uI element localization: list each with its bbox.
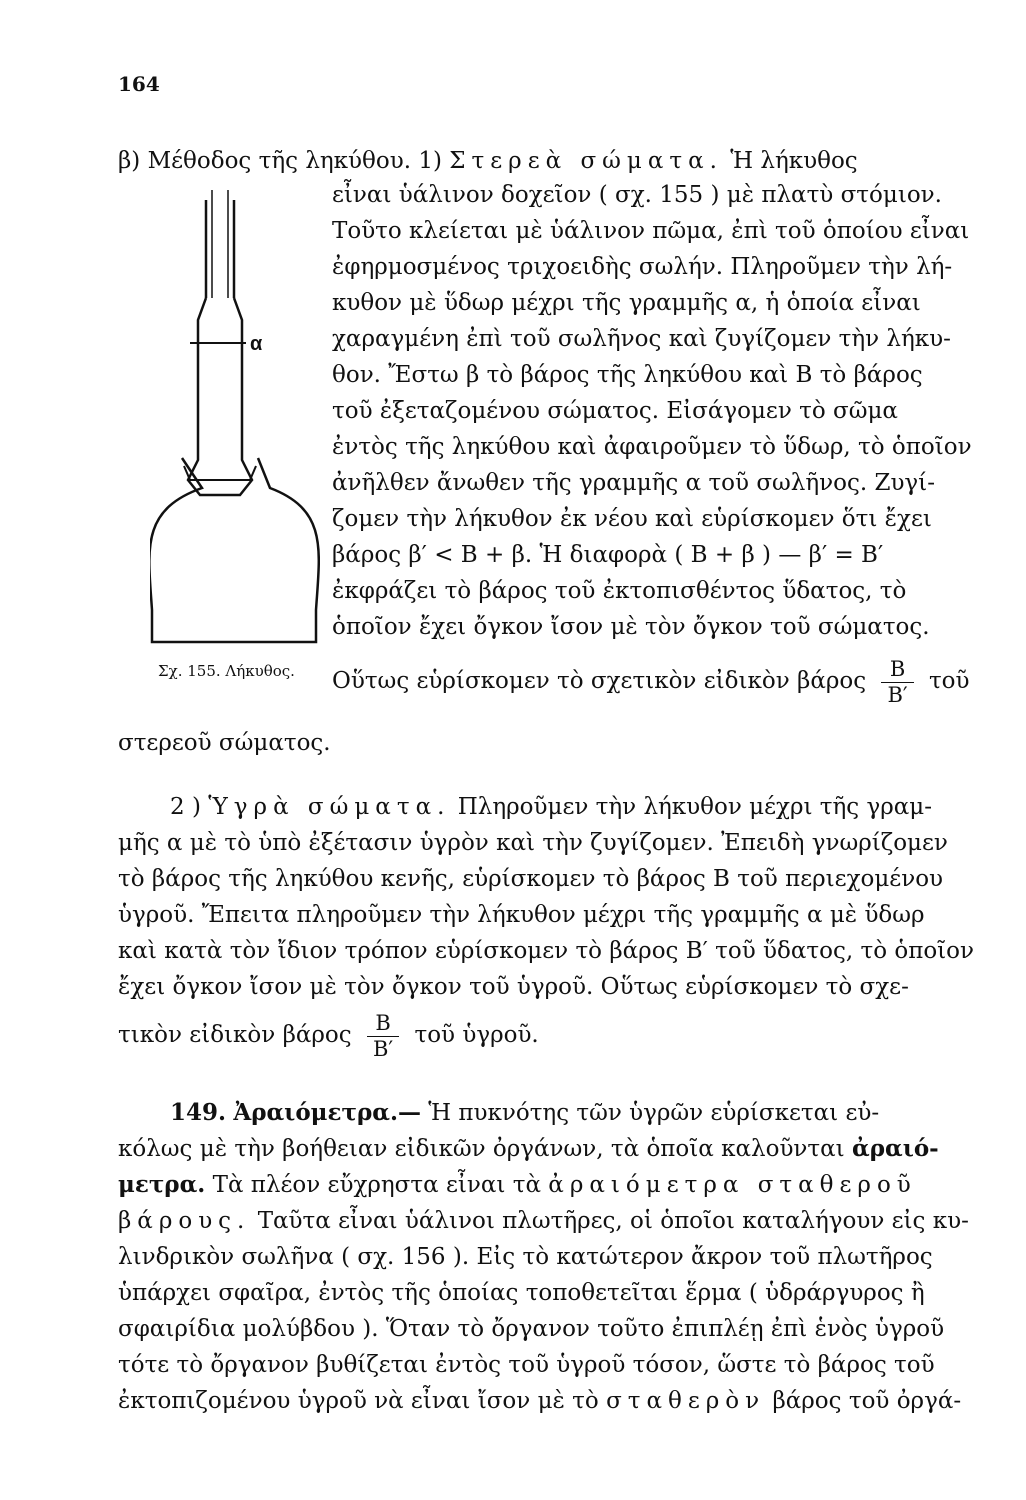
text-line: ὁποῖον ἔχει ὄγκον ἴσον μὲ τὸν ὄγκον τοῦ σώματος.: [332, 614, 930, 640]
ratio-text: Οὕτως εὑρίσκομεν τὸ σχετικὸν εἰδικὸν βάρος: [332, 668, 867, 694]
text-line: στερεοῦ σώματος.: [118, 730, 331, 756]
liquids-ratio-line: [118, 1010, 539, 1060]
text-line: λινδρικὸν σωλῆνα ( σχ. 156 ). Εἰς τὸ κατώτερον ἄκρον τοῦ πλωτῆρος: [118, 1244, 933, 1270]
text-line: χαραγμένη ἐπὶ τοῦ σωλῆνος καὶ ζυγίζομεν τὴν λήκυ-: [332, 326, 951, 352]
text-span: Τὰ πλέον εὔχρηστα εἶναι τὰ: [212, 1172, 541, 1198]
liquids-number: 2 ): [170, 794, 209, 820]
specific-weight-fraction: [881, 656, 913, 707]
text-span: Ταῦτα εἶναι ὑάλινοι πλωτῆρες, οἱ ὁποῖοι καταλήγουν εἰς κυ-: [257, 1208, 969, 1234]
text-line: [118, 1170, 917, 1200]
text-line: ζομεν τὴν λήκυθον ἐκ νέου καὶ εὑρίσκομεν ὅτι ἔχει: [332, 506, 932, 532]
text-line: Τοῦτο κλείεται μὲ ὑάλινον πῶμα, ἐπὶ τοῦ ὁποίου εἶναι: [332, 218, 970, 244]
specific-weight-fraction: [367, 1010, 399, 1061]
text-line: κυθον μὲ ὕδωρ μέχρι τῆς γραμμῆς α, ἡ ὁποία εἶναι: [332, 290, 921, 316]
term-constant-weight-end: βάρους.: [118, 1208, 251, 1234]
fraction-denominator: Β′: [367, 1036, 399, 1060]
text-line: [118, 1206, 969, 1236]
ratio-text-after: τοῦ ὑγροῦ.: [414, 1022, 539, 1048]
text-line: ἐφηρμοσμένος τριχοειδὴς σωλήν. Πληροῦμεν τὴν λή-: [332, 254, 953, 280]
lekythos-figure: [150, 190, 320, 650]
liquids-heading-line: [170, 792, 932, 822]
section-heading-line: [170, 1098, 879, 1128]
text-line: μῆς α μὲ τὸ ὑπὸ ἐξέτασιν ὑγρὸν καὶ τὴν ζυγίζομεν. Ἐπειδὴ γνωρίζομεν: [118, 830, 948, 856]
solids-ratio-line: [332, 656, 970, 706]
stopper: [188, 370, 252, 495]
text-line: [118, 1134, 939, 1164]
fraction-numerator: Β: [375, 1010, 391, 1035]
text-span: κόλως μὲ τὴν βοήθειαν εἰδικῶν ὀργάνων, τὰ ὁποῖα καλοῦνται: [118, 1136, 845, 1162]
text-line: τὸ βάρος τῆς ληκύθου κενῆς, εὑρίσκομεν τὸ βάρος Β τοῦ περιεχομένου: [118, 866, 944, 892]
term-constant: σταθερὸν: [606, 1388, 766, 1414]
solids-term: Στερεὰ σώματα.: [449, 148, 723, 174]
text-span: βάρος τοῦ ὀργά-: [772, 1388, 962, 1414]
section-number: 149.: [170, 1099, 227, 1126]
text-line: ἀνῆλθεν ἄνωθεν τῆς γραμμῆς α τοῦ σωλῆνος. Ζυγί-: [332, 470, 935, 496]
text-line: ἐντὸς τῆς ληκύθου καὶ ἀφαιροῦμεν τὸ ὕδωρ, τὸ ὁποῖον: [332, 434, 972, 460]
liquids-term: Ὑγρὰ σώματα.: [208, 794, 451, 820]
text-line: βάρος β′ < Β + β. Ἡ διαφορὰ ( Β + β ) — β′ = Β′: [332, 542, 884, 568]
page-number: 164: [118, 72, 160, 96]
tube-widening: [198, 298, 242, 370]
text-line: ἔχει ὄγκον ἴσον μὲ τὸν ὄγκον τοῦ ὑγροῦ. Οὕτως εὑρίσκομεν τὸ σχε-: [118, 974, 909, 1000]
flask-body: [150, 458, 319, 642]
text-line: τοῦ ἐξεταζομένου σώματος. Εἰσάγομεν τὸ σῶμα: [332, 398, 898, 424]
mark-label: α: [250, 333, 263, 355]
term-areometers: ἀραιό-: [852, 1135, 939, 1162]
section-title: Ἀραιόμετρα.—: [233, 1099, 421, 1126]
text-line: [118, 1386, 961, 1416]
term-areometers-end: μετρα.: [118, 1171, 206, 1198]
text-line: θον. Ἔστω β τὸ βάρος τῆς ληκύθου καὶ Β τὸ βάρος: [332, 362, 923, 388]
ratio-text: τικὸν εἰδικὸν βάρος: [118, 1022, 352, 1048]
liquids-text: Πληροῦμεν τὴν λήκυθον μέχρι τῆς γραμ-: [457, 794, 933, 820]
text-line: τότε τὸ ὄργανον βυθίζεται ἐντὸς τοῦ ὑγροῦ τόσον, ὥστε τὸ βάρος τοῦ: [118, 1352, 935, 1378]
text-line: καὶ κατὰ τὸν ἴδιον τρόπον εὑρίσκομεν τὸ βάρος Β′ τοῦ ὕδατος, τὸ ὁποῖον: [118, 938, 975, 964]
text-line: σφαιρίδια μολύβδου ). Ὅταν τὸ ὄργανον τοῦτο ἐπιπλέῃ ἐπὶ ἑνὸς ὑγροῦ: [118, 1316, 945, 1342]
method-title: β) Μέθοδος τῆς ληκύθου. 1): [118, 148, 442, 174]
ratio-text-after: τοῦ: [928, 668, 970, 694]
text-span: Ἡ πυκνότης τῶν ὑγρῶν εὑρίσκεται εὐ-: [428, 1100, 880, 1126]
text-line: ὑγροῦ. Ἔπειτα πληροῦμεν τὴν λήκυθον μέχρι τῆς γραμμῆς α μὲ ὕδωρ: [118, 902, 925, 928]
text-line: ὑπάρχει σφαῖρα, ἐντὸς τῆς ὁποίας τοποθετεῖται ἕρμα ( ὑδράργυρος ἢ: [118, 1280, 925, 1306]
fraction-denominator: Β′: [881, 682, 913, 706]
text-line: ἐκφράζει τὸ βάρος τοῦ ἐκτοπισθέντος ὕδατος, τὸ: [332, 578, 907, 604]
text-span: ἐκτοπιζομένου ὑγροῦ νὰ εἶναι ἴσον μὲ τὸ: [118, 1388, 599, 1414]
lekythos-subject: Ἡ λήκυθος: [730, 148, 858, 174]
fraction-numerator: Β: [889, 656, 906, 681]
term-constant-weight: ἀραιόμετρα σταθεροῦ: [548, 1172, 917, 1198]
solids-heading-line: [118, 146, 858, 176]
figure-caption: Σχ. 155. Λήκυθος.: [158, 662, 295, 680]
text-line: εἶναι ὑάλινον δοχεῖον ( σχ. 155 ) μὲ πλατὺ στόμιον.: [332, 182, 942, 208]
